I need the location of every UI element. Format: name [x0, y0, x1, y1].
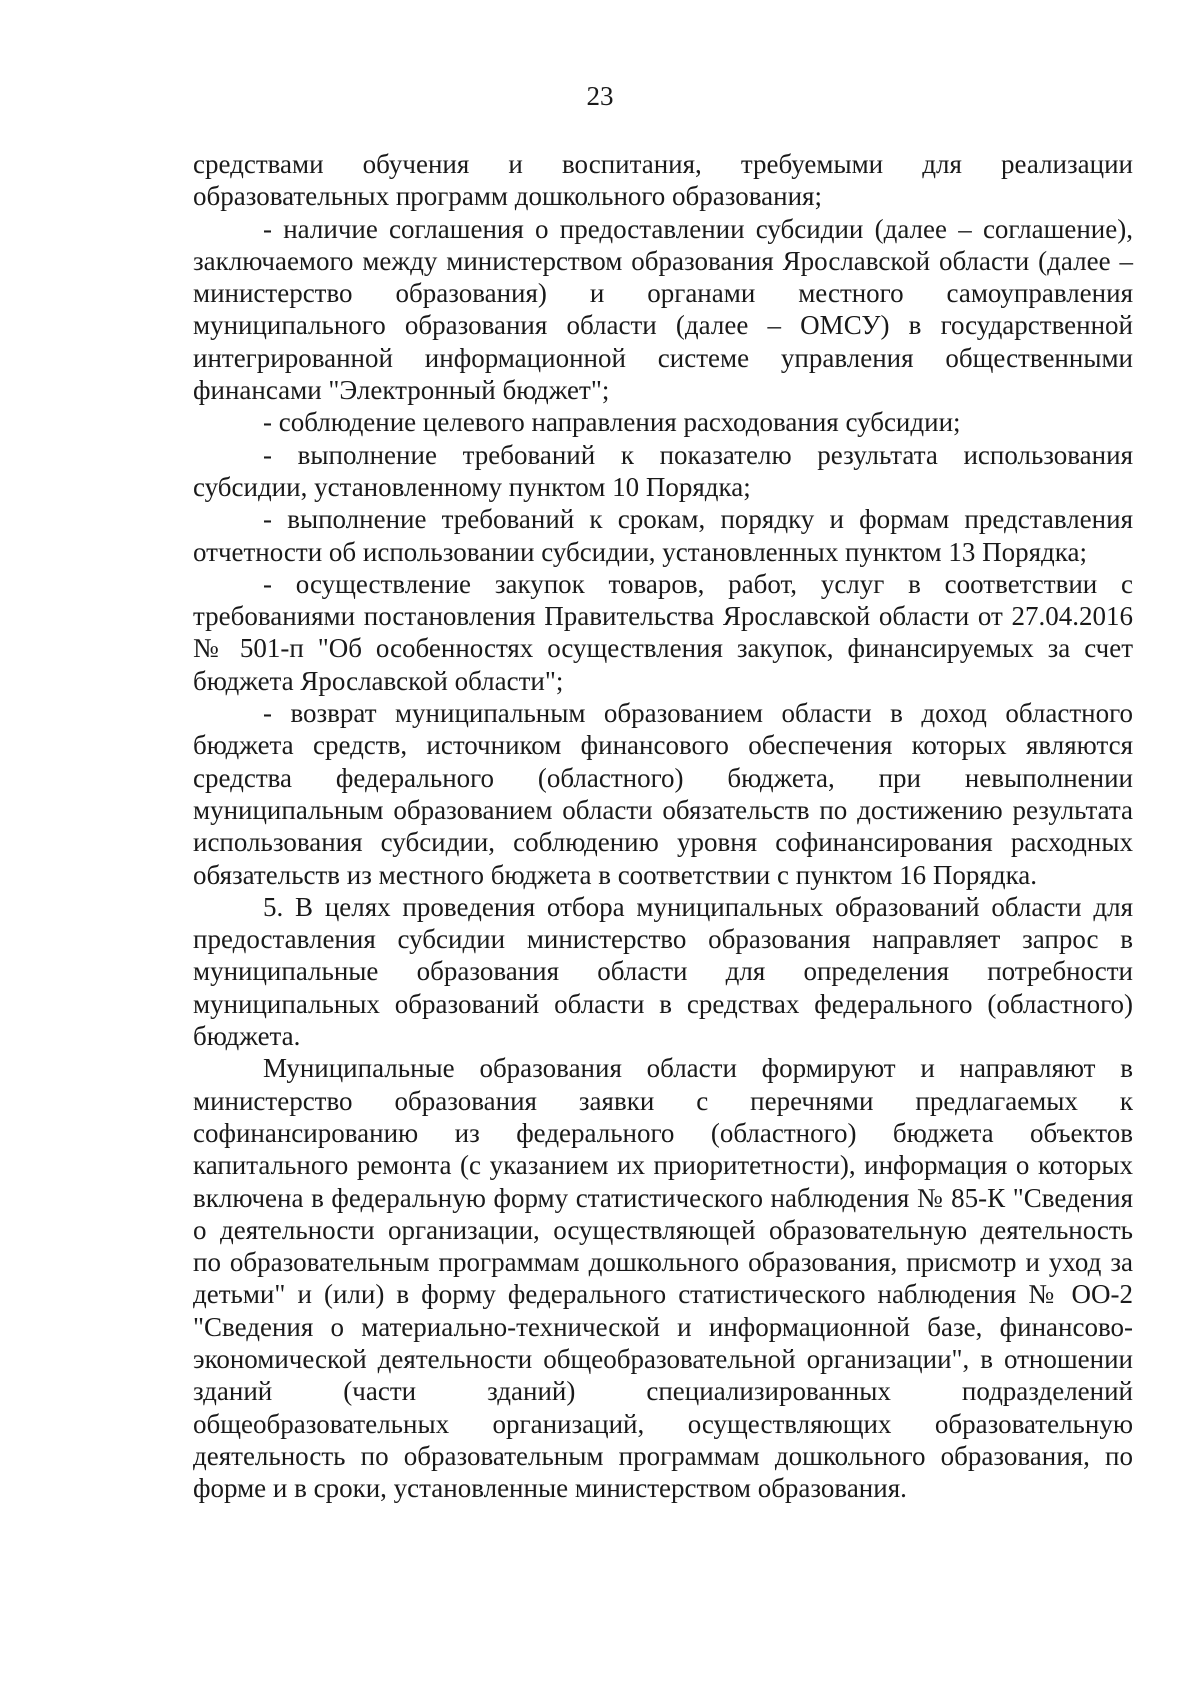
page-number: 23: [586, 81, 614, 111]
paragraph-continuation: средствами обучения и воспитания, требуемыми для реализации образовательных программ дошкольного образования;: [193, 149, 1133, 212]
paragraph-applications: Муниципальные образования области формируют и направляют в министерство образования заявки с перечнями предлагаемых к софинансированию из федерального (областного) бюджета объектов капитального ремонта (с указанием их приоритетности), информация о которых включена в федеральную форму статистического наблюдения № 85-К "Сведения о деятельности организации, осуществляющей образовательную деятельность по образовательным программам дошкольного образования, присмотр и уход за детьми" и (или) в форму федерального статистического наблюдения № ОО-2 "Сведения о материально-технической и информационной базе, финансово-экономической деятельности общеобразовательной организации", в отношении зданий (части зданий) специализированных подразделений общеобразовательных организаций, осуществляющих образовательную деятельность по образовательным программам дошкольного образования, по форме и в сроки, установленные министерством образования.: [193, 1053, 1133, 1504]
paragraph-agreement: - наличие соглашения о предоставлении субсидии (далее – соглашение), заключаемого между министерством образования Ярославской области (далее – министерство образования) и органами местного самоуправления муниципального образования области (далее – ОМСУ) в государственной интегрированной информационной системе управления общественными финансами "Электронный бюджет";: [193, 213, 1133, 406]
paragraph-result-indicator: - выполнение требований к показателю результата использования субсидии, установленному пунктом 10 Порядка;: [193, 439, 1133, 502]
paragraph-target-use: - соблюдение целевого направления расходования субсидии;: [263, 407, 961, 438]
paragraph-reporting: - выполнение требований к срокам, порядку и формам представления отчетности об использовании субсидии, установленных пунктом 13 Порядка;: [193, 504, 1133, 567]
paragraph-procurement: - осуществление закупок товаров, работ, услуг в соответствии с требованиями постановления Правительства Ярославской области от 27.04.2016 № 501-п "Об особенностях осуществления закупок, финансируемых за счет бюджета Ярославской области";: [193, 568, 1133, 696]
paragraph-refund: - возврат муниципальным образованием области в доход областного бюджета средств, источником финансового обеспечения которых являются средства федерального (областного) бюджета, при невыполнении муниципальным образованием области обязательств по достижению результата использования субсидии, соблюдению уровня софинансирования расходных обязательств из местного бюджета в соответствии с пунктом 16 Порядка.: [193, 698, 1133, 890]
document-text: [193, 148, 1133, 1504]
paragraph-section-5: 5. В целях проведения отбора муниципальных образований области для предоставления субсидии министерство образования направляет запрос в муниципальные образования области для определения потребности муниципальных образований области в средствах федерального (областного) бюджета.: [193, 891, 1133, 1052]
